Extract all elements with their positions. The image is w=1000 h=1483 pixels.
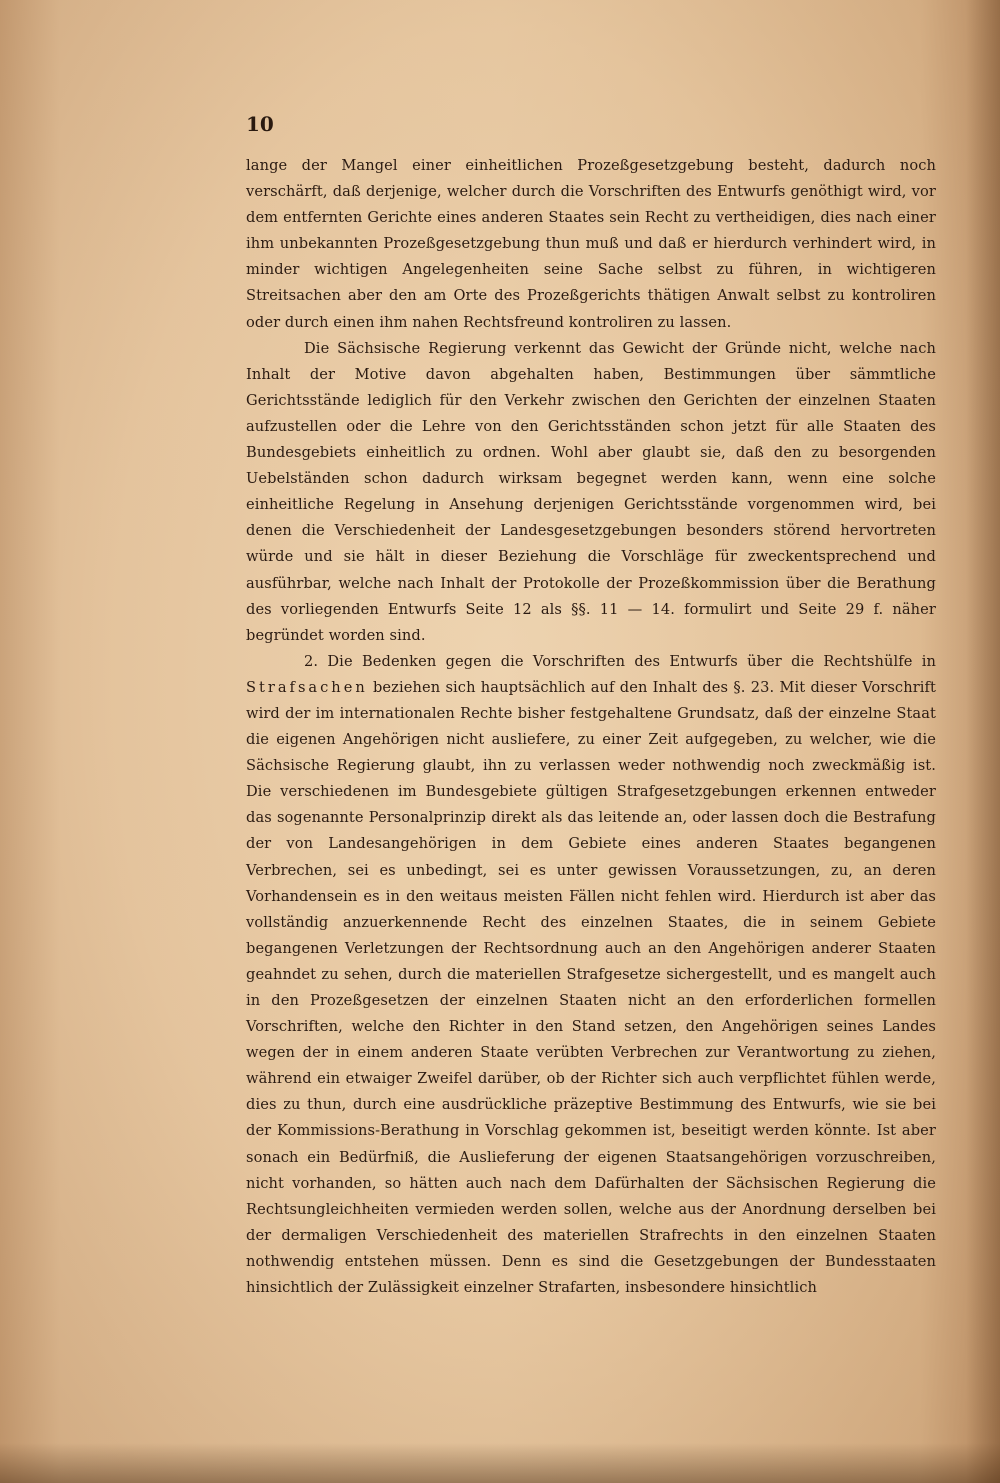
page-number: 10	[246, 112, 274, 136]
paragraph-3-rest: beziehen sich hauptsächlich auf den Inhalt des §. 23. Mit dieser Vorschrift wird der im internationalen Rechte bisher festgehaltene Grundsatz, daß der einzelne Staat die eigenen Angehörigen nicht ausliefere, zu einer Zeit aufgegeben, zu welcher, wie die Sächsische Regierung glaubt, ihn zu verlassen weder nothwendig noch zweckmäßig ist. Die verschiedenen im Bundesgebiete gültigen Strafgesetzgebungen erkennen entweder das sogenannte Personalprinzip direkt als das leitende an, oder lassen doch die Bestrafung der von Landesangehörigen in dem Gebiete eines anderen Staates begangenen Verbrechen, sei es unbedingt, sei es unter gewissen Voraussetzungen, zu, an deren Vorhandensein es in den weitaus meisten Fällen nicht fehlen wird. Hierdurch ist aber das vollständig anzuerkennende Recht des einzelnen Staates, die in seinem Gebiete begangenen Verletzungen der Rechtsordnung auch an den Angehörigen anderer Staaten geahndet zu sehen, durch die materiellen Strafgesetze sichergestellt, und es mangelt auch in den Prozeßgesetzen der einzelnen Staaten nicht an den erforderlichen formellen Vorschriften, welche den Richter in den Stand setzen, den Angehörigen seines Landes wegen der in einem anderen Staate verübten Verbrechen zur Verantwortung zu ziehen, während ein etwaiger Zweifel darüber, ob der Richter sich auch verpflichtet fühlen werde, dies zu thun, durch eine ausdrückliche präzeptive Bestimmung des Entwurfs, wie sie bei der Kommissions-Berathung in Vorschlag gekommen ist, beseitigt werden könnte. Ist aber sonach ein Bedürfniß, die Auslieferung der eigenen Staatsangehörigen vorzuschreiben, nicht vorhanden, so hätten auch nach dem Dafürhalten der Sächsischen Regierung die Rechtsungleichheiten vermieden werden sollen, welche aus der Anordnung derselben bei der dermaligen Verschiedenheit des materiellen Strafrechts in den einzelnen Staaten nothwendig entstehen müssen. Denn es sind die Gesetzgebungen der Bundesstaaten hinsichtlich der Zulässigkeit einzelner Strafarten, insbesondere hinsichtlich	[246, 678, 936, 1297]
paragraph-3-emphasis: Strafsachen	[246, 678, 368, 696]
paragraph-3-lead: 2. Die Bedenken gegen die Vorschriften des Entwurfs über die Rechtshülfe in	[304, 652, 936, 670]
paragraph-2: Die Sächsische Regierung verkennt das Gewicht der Gründe nicht, welche nach Inhalt der Motive davon abgehalten haben, Bestimmungen über sämmtliche Gerichtsstände lediglich für den Verkehr zwischen den Gerichten der einzelnen Staaten aufzustellen oder die Lehre von den Gerichtsständen schon jetzt für alle Staaten des Bundesgebiets einheitlich zu ordnen. Wohl aber glaubt sie, daß den zu besorgenden Uebelständen schon dadurch wirksam begegnet werden kann, wenn eine solche einheitliche Regelung in Ansehung derjenigen Gerichtsstände vorgenommen wird, bei denen die Verschiedenheit der Landesgesetzgebungen besonders störend hervortreten würde und sie hält in dieser Beziehung die Vorschläge für zweckentsprechend und ausführbar, welche nach Inhalt der Protokolle der Prozeßkommission über die Berathung des vorliegenden Entwurfs Seite 12 als §§. 11 — 14. formulirt und Seite 29 f. näher begründet worden sind.	[246, 339, 936, 644]
page-bottom-shadow	[0, 1443, 1000, 1483]
body-text	[246, 153, 936, 1301]
paragraph-3	[246, 649, 936, 1301]
page-edge-shadow	[966, 0, 1000, 1483]
paragraph-1: lange der Mangel einer einheitlichen Prozeßgesetzgebung besteht, dadurch noch verschärft, daß derjenige, welcher durch die Vorschriften des Entwurfs genöthigt wird, vor dem entfernten Gerichte eines anderen Staates sein Recht zu vertheidigen, dies nach einer ihm unbekannten Prozeßgesetzgebung thun muß und daß er hierdurch verhindert wird, in minder wichtigen Angelegenheiten seine Sache selbst zu führen, in wichtigeren Streitsachen aber den am Orte des Prozeßgerichts thätigen Anwalt selbst zu kontroliren oder durch einen ihm nahen Rechtsfreund kontroliren zu lassen.	[246, 157, 936, 331]
